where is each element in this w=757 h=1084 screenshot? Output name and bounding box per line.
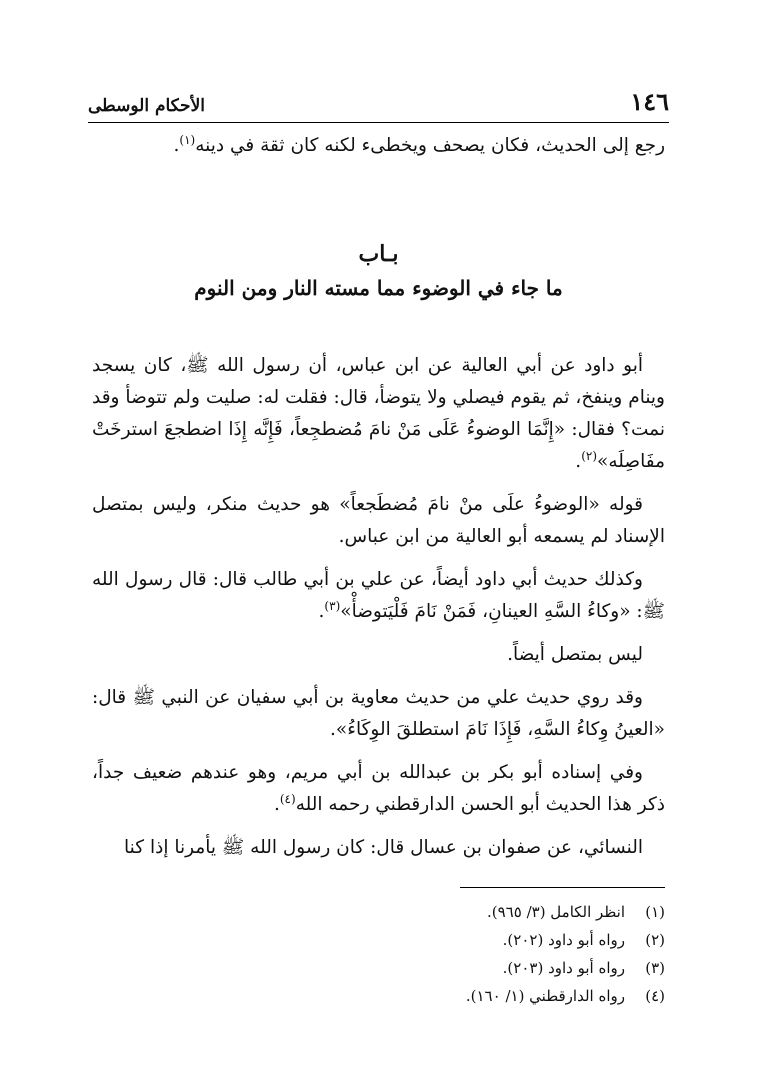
chapter-title: بـاب (358, 241, 399, 267)
footnote-number: (٢) (645, 931, 665, 949)
header-rule (88, 122, 669, 123)
footnote-item (92, 982, 665, 1010)
footnote-number: (٤) (645, 987, 665, 1005)
footnote-ref-4: (٤) (279, 791, 296, 806)
footnote-item (92, 926, 665, 954)
paragraph-2: قوله «الوضوءُ علَى منْ نامَ مُضطَجعاً» هو حديث منكر، وليس بمتصل الإسناد لم يسمعه أبو العالية من ابن عباس. (92, 494, 665, 547)
footnote-text: انظر الكامل (٣/ ٩٦٥). (487, 903, 625, 921)
paragraph-3: وكذلك حديث أبي داود أيضاً، عن علي بن أبي طالب قال: قال رسول الله ﷺ: «وكاءُ السَّهِ العينانِ، فَمَنْ نَامَ فَلْيَتوضأْ»$^{(٣)}$. (92, 569, 665, 622)
paragraph-1: أبو داود عن أبي العالية عن ابن عباس، أن رسول الله ﷺ، كان يسجد وينام وينفخ، ثم يقوم فيصلي ولا يتوضأ، قال: فقلت له: صليت ولم تتوضأ وقد نمت؟ فقال: «إِنَّمَا الوضوءُ عَلَى مَنْ نامَ مُضطجِعاً، فَإِنَّه إِذَا اضطجعَ استرخَتْ مفَاصِلَه»$^{(٢)}$. (92, 355, 665, 472)
footnotes (92, 898, 665, 1010)
page-header (88, 86, 669, 116)
chapter-subtitle: ما جاء في الوضوء مما مسته النار ومن النوم (194, 276, 563, 300)
footnote-ref-2: (٢) (581, 448, 598, 463)
footnote-text: رواه أبو داود (٢٠٢). (502, 931, 625, 949)
footnote-number: (١) (645, 903, 665, 921)
footnote-text: رواه الدارقطني (١/ ١٦٠). (465, 987, 625, 1005)
running-title: الأحكام الوسطى (88, 96, 205, 116)
paragraph-4: ليس بمتصل أيضاً. (507, 644, 643, 665)
intro-paragraph: رجع إلى الحديث، فكان يصحف ويخطىء لكنه كان ثقة في دينه$^{(١)}$. (173, 132, 665, 156)
paragraph-7: النسائي، عن صفوان بن عسال قال: كان رسول الله ﷺ يأمرنا إذا كنا (124, 837, 643, 858)
footnote-number: (٣) (645, 959, 665, 977)
footnote-ref-3: (٣) (324, 598, 341, 613)
footnote-ref-1: (١) (179, 132, 196, 147)
footnote-item (92, 898, 665, 926)
page-number: ١٤٦ (630, 87, 669, 116)
footnote-item (92, 954, 665, 982)
paragraph-6: وفي إسناده أبو بكر بن عبدالله بن أبي مريم، وهو عندهم ضعيف جداً، ذكر هذا الحديث أبو الحسن الدارقطني رحمه الله$^{(٤)}$. (92, 762, 665, 815)
paragraph-5: وقد روي حديث علي من حديث معاوية بن أبي سفيان عن النبي ﷺ قال: «العينُ وِكاءُ السَّهِ، فَإِذَا نَامَ استطلقَ الوِكَاءُ». (92, 687, 665, 740)
page-body (92, 130, 665, 864)
footnote-text: رواه أبو داود (٢٠٣). (502, 959, 625, 977)
footnote-separator (460, 887, 665, 888)
